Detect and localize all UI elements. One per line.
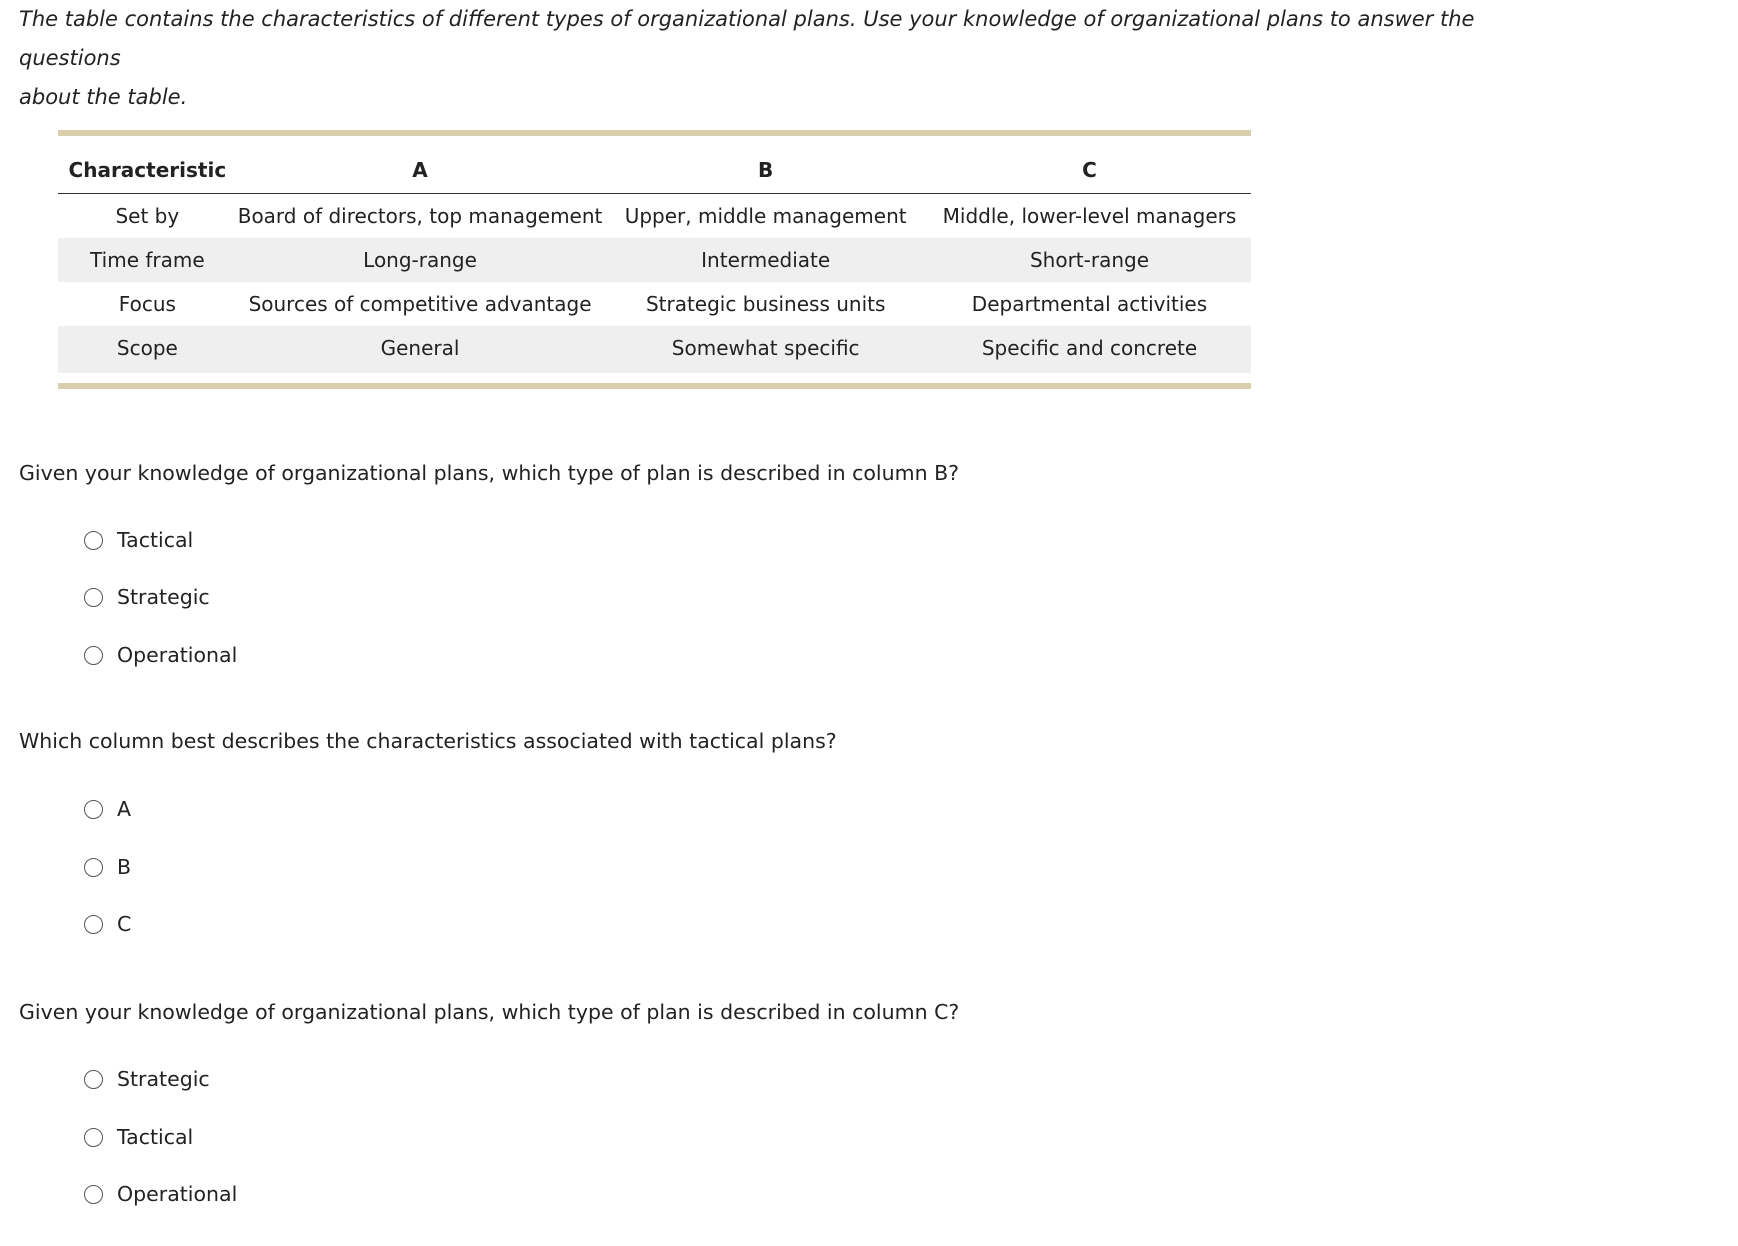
row-label: Set by (115, 204, 180, 228)
option-label: Tactical (117, 528, 194, 552)
table-bottom-rule (58, 383, 1251, 389)
cell-c: Specific and concrete (928, 326, 1251, 373)
cell-c: Short-range (928, 238, 1251, 282)
q3-option-operational[interactable] (84, 1182, 237, 1206)
cell-a: General (237, 326, 604, 373)
cell-b: Upper, middle management (624, 204, 907, 228)
header-column-b: B (603, 136, 928, 194)
radio-button[interactable] (84, 588, 103, 607)
radio-button[interactable] (84, 1185, 103, 1204)
cell-c: Departmental activities (971, 292, 1208, 316)
plans-table (58, 136, 1251, 373)
header-characteristic: Characteristic (58, 136, 237, 194)
instructions (19, 0, 1519, 117)
q3-option-tactical[interactable] (84, 1125, 193, 1149)
cell-b: Intermediate (603, 238, 928, 282)
radio-button[interactable] (84, 646, 103, 665)
table-header-row (58, 136, 1251, 194)
option-label: Tactical (117, 1125, 194, 1149)
header-column-a: A (237, 136, 604, 194)
cell-a: Long-range (237, 238, 604, 282)
row-label: Time frame (58, 238, 237, 282)
header-column-c: C (928, 136, 1251, 194)
option-label: A (117, 797, 132, 821)
cell-a: Sources of competitive advantage (248, 292, 592, 316)
q2-option-c[interactable] (84, 912, 131, 936)
radio-button[interactable] (84, 1070, 103, 1089)
option-label: B (117, 855, 132, 879)
option-label: Operational (117, 643, 238, 667)
instructions-line-1: The table contains the characteristics of different types of organizational plans. Use your knowledge of organizational plans to answer the questions (19, 7, 1475, 70)
radio-button[interactable] (84, 858, 103, 877)
option-label: Strategic (117, 585, 210, 609)
instructions-line-2: about the table. (19, 85, 188, 109)
table-row (58, 238, 1251, 282)
question-3-text: Given your knowledge of organizational plans, which type of plan is described in column C? (19, 1000, 960, 1024)
question-1-text: Given your knowledge of organizational plans, which type of plan is described in column B? (19, 461, 960, 485)
q2-option-a[interactable] (84, 797, 131, 821)
q1-option-tactical[interactable] (84, 528, 193, 552)
cell-c: Middle, lower-level managers (942, 204, 1237, 228)
q3-option-strategic[interactable] (84, 1067, 210, 1091)
radio-button[interactable] (84, 800, 103, 819)
option-label: Operational (117, 1182, 238, 1206)
radio-button[interactable] (84, 531, 103, 550)
row-label: Focus (118, 292, 176, 316)
plans-table-container (58, 130, 1251, 389)
cell-b: Strategic business units (645, 292, 886, 316)
row-label: Scope (58, 326, 237, 373)
table-row (58, 194, 1251, 239)
question-2-text: Which column best describes the characteristics associated with tactical plans? (19, 729, 837, 753)
q1-option-strategic[interactable] (84, 585, 210, 609)
table-row (58, 282, 1251, 326)
q2-option-b[interactable] (84, 855, 131, 879)
option-label: C (117, 912, 132, 936)
option-label: Strategic (117, 1067, 210, 1091)
cell-b: Somewhat specific (603, 326, 928, 373)
q1-option-operational[interactable] (84, 643, 237, 667)
radio-button[interactable] (84, 1128, 103, 1147)
table-row (58, 326, 1251, 373)
radio-button[interactable] (84, 915, 103, 934)
cell-a: Board of directors, top management (237, 204, 603, 228)
